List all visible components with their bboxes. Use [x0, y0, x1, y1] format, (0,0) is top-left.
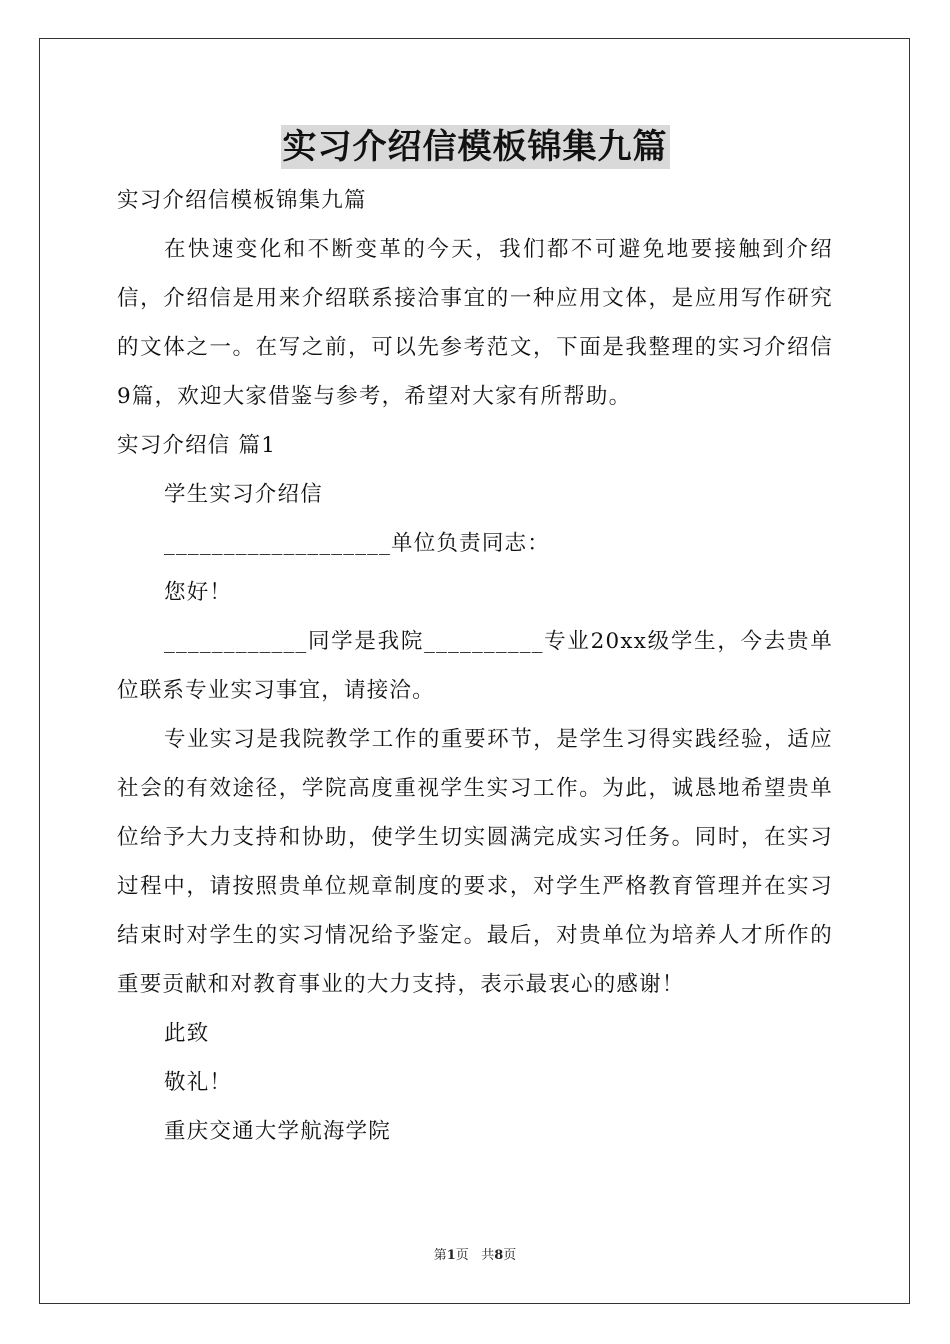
footer-page-number: 1	[446, 1248, 456, 1263]
section-heading: 实习介绍信 篇1	[117, 433, 277, 458]
title-wrap	[0, 125, 950, 169]
letter-closing-2: 敬礼！	[164, 1070, 233, 1095]
footer-total-suffix: 页	[503, 1248, 517, 1263]
letter-closing-1: 此致	[164, 1021, 210, 1046]
footer-prefix: 第	[433, 1248, 447, 1263]
footer-total-prefix: 共	[481, 1248, 495, 1263]
intro-paragraph: 在快速变化和不断变革的今天，我们都不可避免地要接触到介绍信，介绍信是用来介绍联系接洽事宜的一种应用文体，是应用写作研究的文体之一。在写之前，可以先参考范文，下面是我整理的实习介绍信9篇，欢迎大家借鉴与参考，希望对大家有所帮助。	[117, 237, 833, 409]
page-footer	[0, 1244, 950, 1263]
letter-greeting: 您好！	[164, 580, 233, 605]
footer-page-suffix: 页	[455, 1248, 469, 1263]
footer-total-pages: 8	[494, 1248, 504, 1263]
letter-signature: 重庆交通大学航海学院	[164, 1119, 392, 1144]
letter-body-2: 专业实习是我院教学工作的重要环节，是学生习得实践经验，适应社会的有效途径，学院高度重视学生实习工作。为此，诚恳地希望贵单位给予大力支持和协助，使学生切实圆满完成实习任务。同时，在实习过程中，请按照贵单位规章制度的要求，对学生严格教育管理并在实习结束时对学生的实习情况给予鉴定。最后，对贵单位为培养人才所作的重要贡献和对教育事业的大力支持，表示最衷心的感谢！	[117, 727, 833, 997]
document-title: 实习介绍信模板锦集九篇	[282, 127, 668, 167]
document-body	[117, 176, 833, 1156]
subtitle-line: 实习介绍信模板锦集九篇	[117, 188, 367, 213]
letter-body-1: ____________同学是我院__________专业20xx级学生，今去贵单位联系专业实习事宜，请接洽。	[117, 629, 833, 703]
letter-recipient: ___________________单位负责同志：	[164, 531, 550, 556]
letter-title: 学生实习介绍信	[164, 482, 323, 507]
